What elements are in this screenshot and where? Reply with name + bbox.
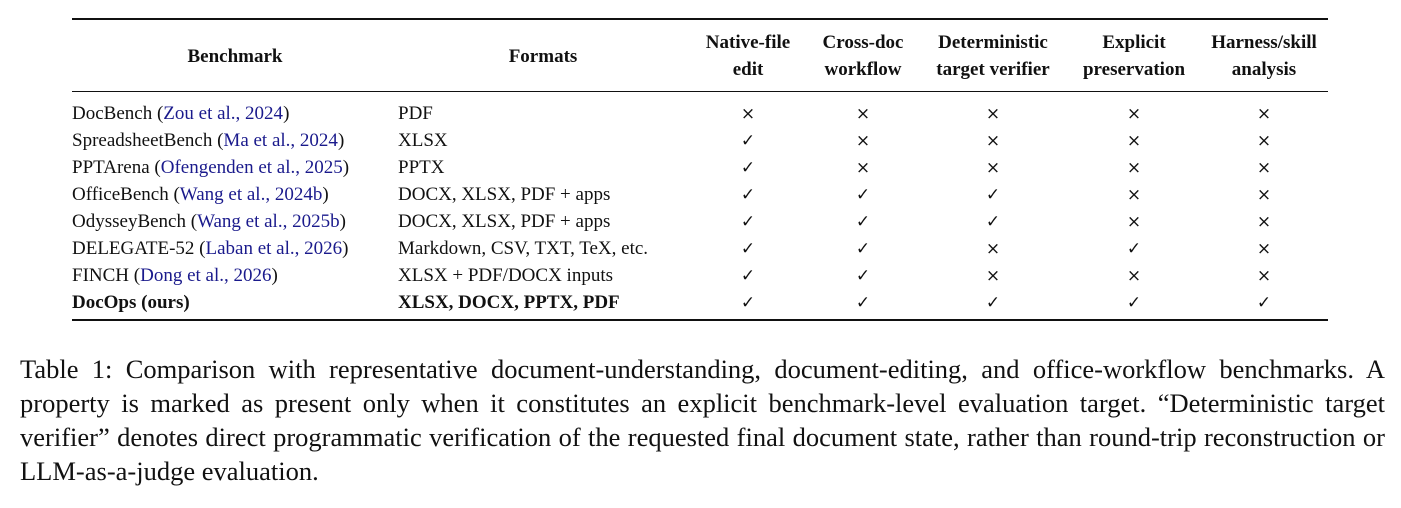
cross-doc-workflow-mark: ✓ xyxy=(855,184,871,205)
benchmark-name: FINCH xyxy=(72,264,130,286)
benchmark-cell xyxy=(72,235,398,262)
harness-skill-analysis-mark: × xyxy=(1256,103,1272,124)
header-native-file-edit-line1: Native-file xyxy=(705,32,791,53)
cross-doc-workflow-mark: ✓ xyxy=(855,265,871,286)
header-harness-skill-analysis-line2: analysis xyxy=(1231,59,1297,80)
table-row-finch xyxy=(72,262,1328,289)
header-explicit-preservation-line2: preservation xyxy=(1082,59,1186,80)
header-cross-doc-workflow-line2: workflow xyxy=(824,59,902,80)
table-row-spreadsheetbench xyxy=(72,127,1328,154)
citation-link[interactable]: Dong et al., 2026 xyxy=(140,264,272,286)
table-row-odysseybench xyxy=(72,208,1328,235)
citation-open: ( xyxy=(199,237,206,259)
benchmark-cell xyxy=(72,181,398,208)
benchmark-name: SpreadsheetBench xyxy=(72,129,213,151)
cross-doc-workflow-mark: ✓ xyxy=(855,238,871,259)
citation-link[interactable]: Wang et al., 2024b xyxy=(179,183,323,205)
citation-close: ) xyxy=(322,183,329,205)
native-file-edit-mark: ✓ xyxy=(740,211,756,232)
native-file-edit-mark: ✓ xyxy=(740,130,756,151)
citation-close: ) xyxy=(342,237,349,259)
benchmark-cell xyxy=(72,289,398,319)
harness-skill-analysis-mark: × xyxy=(1256,265,1272,286)
citation-close: ) xyxy=(342,156,350,178)
citation-close: ) xyxy=(283,102,290,124)
explicit-preservation-mark: × xyxy=(1126,184,1142,205)
explicit-preservation-mark: × xyxy=(1126,130,1142,151)
citation-link[interactable]: Wang et al., 2025b xyxy=(197,210,340,232)
benchmark-cell xyxy=(72,92,398,128)
benchmark-name: DocOps (ours) xyxy=(72,291,190,313)
formats-cell: XLSX + PDF/DOCX inputs xyxy=(398,264,614,286)
comparison-table-container xyxy=(72,18,1328,321)
native-file-edit-mark: ✓ xyxy=(740,292,756,313)
formats-cell: PPTX xyxy=(398,156,445,178)
table-row-docops-ours xyxy=(72,289,1328,319)
table-header-row xyxy=(72,20,1328,92)
deterministic-verifier-mark: × xyxy=(985,238,1001,259)
explicit-preservation-mark: ✓ xyxy=(1126,238,1142,259)
formats-cell: PDF xyxy=(398,102,433,124)
native-file-edit-mark: ✓ xyxy=(740,157,756,178)
header-native-file-edit xyxy=(688,20,808,92)
native-file-edit-mark: ✓ xyxy=(740,265,756,286)
formats-cell: DOCX, XLSX, PDF + apps xyxy=(398,210,611,232)
harness-skill-analysis-mark: × xyxy=(1256,157,1272,178)
table-row-docbench xyxy=(72,92,1328,128)
citation-link[interactable]: Laban et al., 2026 xyxy=(205,237,343,259)
explicit-preservation-mark: × xyxy=(1126,103,1142,124)
table-row-delegate-52 xyxy=(72,235,1328,262)
citation-link[interactable]: Zou et al., 2024 xyxy=(163,102,284,124)
citation-open: ( xyxy=(173,183,180,205)
header-deterministic-target-verifier-line2: target verifier xyxy=(936,59,1050,80)
benchmark-name: OdysseyBench xyxy=(72,210,186,232)
header-benchmark: Benchmark xyxy=(72,20,398,92)
explicit-preservation-mark: ✓ xyxy=(1126,292,1142,313)
deterministic-verifier-mark: × xyxy=(985,103,1001,124)
deterministic-verifier-mark: × xyxy=(985,157,1001,178)
formats-cell: DOCX, XLSX, PDF + apps xyxy=(398,183,611,205)
citation-close: ) xyxy=(271,264,278,286)
native-file-edit-mark: ✓ xyxy=(740,184,756,205)
header-explicit-preservation xyxy=(1068,20,1200,92)
citation-open: ( xyxy=(190,210,198,232)
table-caption: Table 1: Comparison with representative document-understanding, document-editing, and office-workflow benchmarks. A property is marked as present only when it constitutes an explicit benchmark-level evaluation target. “Deterministic target verifier” denotes direct programmatic verification of the requested final document state, rather than round-trip reconstruction or LLM-as-a-judge evaluation. xyxy=(20,354,1385,486)
benchmark-cell xyxy=(72,262,398,289)
deterministic-verifier-mark: ✓ xyxy=(985,211,1001,232)
deterministic-verifier-mark: × xyxy=(985,265,1001,286)
citation-open: ( xyxy=(133,264,141,286)
deterministic-verifier-mark: × xyxy=(985,130,1001,151)
header-harness-skill-analysis-line1: Harness/skill xyxy=(1211,32,1317,53)
benchmark-name: PPTArena xyxy=(72,156,150,178)
citation-link[interactable]: Ma et al., 2024 xyxy=(223,129,338,151)
header-harness-skill-analysis xyxy=(1200,20,1328,92)
table-row-pptarena xyxy=(72,154,1328,181)
header-formats: Formats xyxy=(398,20,688,92)
benchmark-cell xyxy=(72,154,398,181)
comparison-table xyxy=(72,20,1328,319)
header-native-file-edit-line2: edit xyxy=(732,59,764,80)
deterministic-verifier-mark: ✓ xyxy=(985,184,1001,205)
citation-open: ( xyxy=(156,102,164,124)
citation-close: ) xyxy=(339,210,346,232)
table-body xyxy=(72,92,1328,320)
cross-doc-workflow-mark: × xyxy=(855,157,871,178)
citation-link[interactable]: Ofengenden et al., 2025 xyxy=(160,156,343,178)
formats-cell: XLSX xyxy=(398,129,448,151)
harness-skill-analysis-mark: × xyxy=(1256,211,1272,232)
native-file-edit-mark: × xyxy=(740,103,756,124)
explicit-preservation-mark: × xyxy=(1126,211,1142,232)
harness-skill-analysis-mark: × xyxy=(1256,238,1272,259)
citation-open: ( xyxy=(217,129,224,151)
header-explicit-preservation-line1: Explicit xyxy=(1102,32,1166,53)
header-cross-doc-workflow-line1: Cross-doc xyxy=(822,32,904,53)
header-deterministic-target-verifier xyxy=(918,20,1068,92)
harness-skill-analysis-mark: × xyxy=(1256,184,1272,205)
explicit-preservation-mark: × xyxy=(1126,265,1142,286)
explicit-preservation-mark: × xyxy=(1126,157,1142,178)
header-deterministic-target-verifier-line1: Deterministic xyxy=(938,32,1048,53)
cross-doc-workflow-mark: ✓ xyxy=(855,292,871,313)
native-file-edit-mark: ✓ xyxy=(740,238,756,259)
benchmark-name: DocBench xyxy=(72,102,153,124)
harness-skill-analysis-mark: × xyxy=(1256,130,1272,151)
table-row-officebench xyxy=(72,181,1328,208)
benchmark-cell xyxy=(72,127,398,154)
benchmark-name: OfficeBench xyxy=(72,183,169,205)
citation-open: ( xyxy=(154,156,161,178)
formats-cell: XLSX, DOCX, PPTX, PDF xyxy=(398,291,620,313)
harness-skill-analysis-mark: ✓ xyxy=(1256,292,1272,313)
cross-doc-workflow-mark: ✓ xyxy=(855,211,871,232)
header-cross-doc-workflow xyxy=(808,20,918,92)
citation-close: ) xyxy=(337,129,345,151)
benchmark-name: DELEGATE-52 xyxy=(72,237,195,259)
formats-cell: Markdown, CSV, TXT, TeX, etc. xyxy=(398,237,649,259)
deterministic-verifier-mark: ✓ xyxy=(985,292,1001,313)
benchmark-cell xyxy=(72,208,398,235)
cross-doc-workflow-mark: × xyxy=(855,130,871,151)
cross-doc-workflow-mark: × xyxy=(855,103,871,124)
